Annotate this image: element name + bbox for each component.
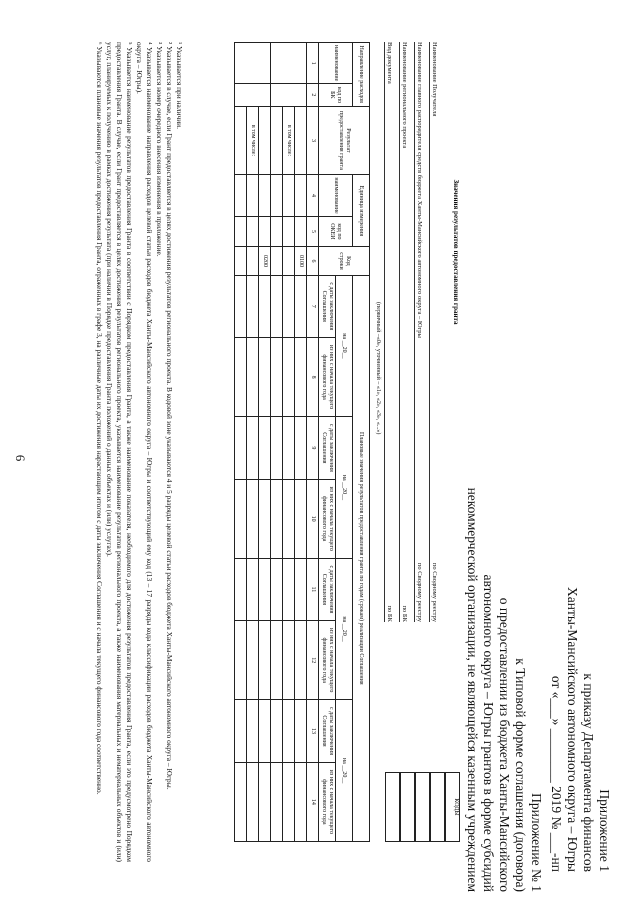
col-num: 3 (307, 106, 319, 175)
th-sub: с даты заключения Соглашения (319, 558, 336, 620)
th-direction: Направление расходов (353, 43, 370, 107)
row-result: в том числе: (247, 106, 259, 175)
col-num: 14 (307, 762, 319, 841)
results-table (234, 42, 370, 842)
col-num: 1 (307, 43, 319, 84)
meta-row (414, 42, 429, 622)
col-num: 5 (307, 216, 319, 247)
order-header-line: к приказу Департамента финансов (581, 673, 596, 872)
appendix-header-line: к Типовой форме соглашения (договора) (513, 658, 528, 892)
meta-code-label: по БК (386, 605, 393, 622)
th-sub: из них с начала текущего финансового года (319, 621, 336, 700)
row-code (271, 247, 283, 275)
meta-code-label: по Сводному реестру (416, 562, 423, 622)
footnote: ³ Указывается номер очередного внесения изменения в приложение. (155, 42, 164, 257)
table-row (235, 43, 247, 842)
th-unit-okei: код по ОКЕИ (319, 216, 353, 247)
th-name: наименование (319, 43, 353, 84)
row-code (247, 247, 259, 275)
col-num: 10 (307, 479, 319, 558)
col-num: 7 (307, 275, 319, 337)
th-sub: с даты заключения Соглашения (319, 700, 336, 762)
th-sub: из них с начала текущего финансового года (319, 337, 336, 416)
appendix-header-line: Приложение № 1 (529, 793, 544, 892)
th-year: на __20__ (336, 700, 353, 842)
th-year: на __20__ (336, 558, 353, 700)
meta-code-label: по Сводному реестру (431, 562, 438, 622)
th-code-bk: код по БК (319, 84, 353, 106)
meta-row (384, 42, 399, 622)
row-result (295, 106, 307, 175)
th-unit: Единица измерения (353, 175, 370, 247)
table-row (283, 43, 295, 842)
footnote: ⁵ Указывается наименование результатов предоставления Гранта в соответствии с Порядком предоставления Гранта, а также наименование показателя, необходимого для достижения результатов предоставления Гранта, если это предусмотрено Порядком предоставления Гранта. В случае, если Грант предоставляется в целях достижения результатов регионального проекта, указывается наименование результатов регионального проекта, а также наименования материальных и нематериальных объектов и (или) услуг, планируемых к получению в рамках достижения результата (при наличии в Порядке предоставления Гранта положений о данных объектах и (или) услугах). (105, 42, 134, 862)
th-year: на __20__ (336, 275, 353, 417)
form-unit: (первичный –«0», уточненный – «1», «2», «3», «...») (375, 302, 381, 435)
col-num: 2 (307, 84, 319, 106)
footnotes (94, 42, 184, 862)
row-code (235, 247, 247, 275)
meta-distributor: Наименование главного распорядителя средств бюджета Ханты-Мансийского автономного округа – Югры (416, 42, 423, 338)
appendix-header (464, 372, 544, 892)
th-unit-name: наименование (319, 175, 353, 216)
appendix-header-line: о предоставлении из бюджета Ханты-Мансийского (497, 597, 512, 892)
code-cell (430, 772, 445, 842)
col-num: 11 (307, 558, 319, 620)
row-code (283, 247, 295, 275)
form-meta (384, 42, 444, 622)
order-header-line: от «___» ________ 2019 № ___-нп (549, 675, 564, 872)
col-num: 6 (307, 247, 319, 275)
codes-label: КОДЫ (445, 772, 460, 842)
row-code: 0200 (259, 247, 271, 275)
footnote: ⁶ Указываются плановые значения результатов предоставления Гранта, отраженных в графе 3, на различные даты их достижения нарастающим итогом с даты заключения Соглашения и с начала текущего финансового года соответственно. (95, 42, 104, 795)
meta-project: Наименование регионального проекта (401, 42, 408, 149)
row-result (235, 106, 247, 175)
codes-box (385, 772, 460, 842)
rotated-sheet (20, 22, 620, 892)
column-numbers-row (307, 43, 319, 842)
col-num: 13 (307, 700, 319, 762)
col-num: 8 (307, 337, 319, 416)
order-header-line: Ханты-Мансийского автономного округа – Югры (565, 587, 580, 872)
meta-code-label: по БК (401, 605, 408, 622)
appendix-header-line: автономного округа – Югры грантов в форме субсидий (481, 574, 496, 892)
meta-doc-type: Вид документа (386, 42, 393, 84)
table-row (271, 43, 283, 842)
meta-row (429, 42, 444, 622)
appendix-header-line: некоммерческой организации, не являющейся казенным учреждением (465, 487, 480, 892)
form-title: Значения результатов предоставления гранта (452, 179, 460, 325)
table-row (247, 43, 259, 842)
th-result: Результат предоставления гранта (319, 106, 370, 175)
th-sub: с даты заключения Соглашения (319, 417, 336, 479)
th-sub: из них с начала текущего финансового года (319, 762, 336, 841)
order-header (548, 587, 612, 872)
th-line-code: Код строки (319, 247, 370, 275)
meta-row (399, 42, 414, 622)
code-cell (400, 772, 415, 842)
row-code: 0100 (295, 247, 307, 275)
code-cell (385, 772, 400, 842)
table-row (295, 43, 307, 842)
col-num: 4 (307, 175, 319, 216)
footnote: ⁴ Указывается наименование направления расходов целевой статьи расходов бюджета Ханты-Мансийского автономного округа – Югры и соответствующий ему код (13 – 17 разряды кода классификации расходов бюджета Ханты-Мансийского автономного округа – Югры). (135, 42, 154, 862)
col-num: 12 (307, 621, 319, 700)
th-sub: с даты заключения Соглашения (319, 275, 336, 337)
row-result: в том числе: (283, 106, 295, 175)
th-year: на __20__ (336, 417, 353, 559)
table-row (259, 43, 271, 842)
code-cell (415, 772, 430, 842)
row-result (259, 106, 271, 175)
page-number: 6 (13, 454, 28, 462)
footnote: ² Указывается в случае, если Грант предоставляется в целях достижения результатов регионального проекта. В кодовой зоне указываются 4 и 5 разряды целевой статьи расходов бюджета Ханты-Мансийского автономного округа – Югры. (165, 42, 174, 790)
meta-recipient: Наименование Получателя (431, 42, 438, 117)
footnote: ¹ Указывается при наличии. (175, 42, 184, 129)
th-sub: из них с начала текущего финансового года (319, 479, 336, 558)
row-result (271, 106, 283, 175)
th-planned: Плановые значения результатов предоставления гранта по годам (срокам) реализации Соглашения (353, 275, 370, 841)
order-header-line: Приложение 1 (597, 789, 612, 872)
col-num: 9 (307, 417, 319, 479)
